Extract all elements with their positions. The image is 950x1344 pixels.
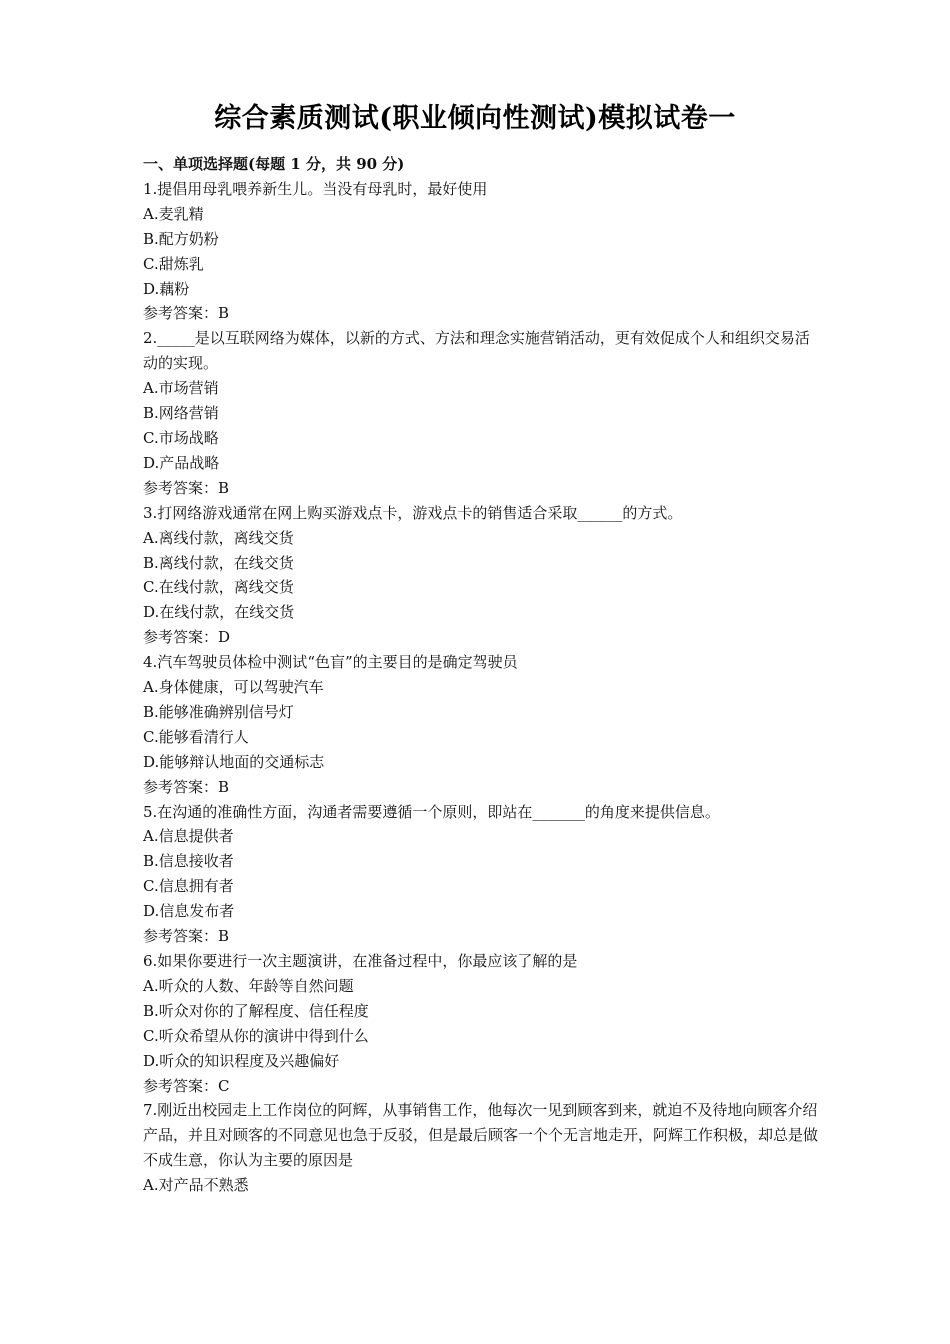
answer-option: C.能够看清行人	[143, 727, 249, 746]
answer-option: D.听众的知识程度及兴趣偏好	[143, 1051, 340, 1070]
reference-answer: 参考答案：B	[143, 304, 230, 323]
answer-option: A.麦乳精	[143, 204, 204, 223]
question-block	[143, 177, 823, 326]
answer-option: C.听众希望从你的演讲中得到什么	[143, 1026, 369, 1045]
answer-option: C.信息拥有者	[143, 877, 234, 896]
answer-option: B.听众对你的了解程度、信任程度	[143, 1001, 369, 1020]
question-block	[143, 326, 823, 500]
answer-option: C.市场战略	[143, 428, 219, 447]
answer-option: D.能够辩认地面的交通标志	[143, 752, 325, 771]
answer-option: D.信息发布者	[143, 902, 235, 921]
answer-option: B.网络营销	[143, 404, 219, 423]
question-stem: 4.汽车驾驶员体检中测试“色盲”的主要目的是确定驾驶员	[143, 653, 518, 672]
reference-answer: 参考答案：C	[143, 1076, 230, 1095]
question-stem: 3.打网络游戏通常在网上购买游戏点卡，游戏点卡的销售适合采取______的方式。	[143, 503, 683, 522]
question-stem: 2._____是以互联网络为媒体，以新的方式、方法和理念实施营销活动，更有效促成个人和组织交易活动的实现。	[143, 329, 810, 373]
answer-option: A.市场营销	[143, 379, 219, 398]
answer-option: C.甜炼乳	[143, 254, 204, 273]
answer-option: B.信息接收者	[143, 852, 234, 871]
reference-answer: 参考答案：B	[143, 478, 230, 497]
section-heading: 一、单项选择题(每题 1 分，共 90 分)	[143, 155, 405, 173]
question-stem: 1.提倡用母乳喂养新生儿。当没有母乳时，最好使用	[143, 179, 488, 198]
question-stem: 7.刚近出校园走上工作岗位的阿辉，从事销售工作，他每次一见到顾客到来，就迫不及待地向顾客介绍产品，并且对顾客的不同意见也急于反驳，但是最后顾客一个个无言地走开，阿辉工作积极，却总是做不成生意，你认为主要的原因是	[143, 1101, 819, 1170]
answer-option: C.在线付款，离线交货	[143, 578, 294, 597]
answer-option: A.对产品不熟悉	[143, 1176, 249, 1195]
answer-option: A.离线付款，离线交货	[143, 528, 294, 547]
reference-answer: 参考答案：B	[143, 777, 230, 796]
page-title: 综合素质测试(职业倾向性测试)模拟试卷一	[214, 103, 736, 134]
question-stem: 5.在沟通的准确性方面，沟通者需要遵循一个原则，即站在_______的角度来提供信息。	[143, 802, 720, 821]
question-block	[143, 949, 823, 1098]
answer-option: D.在线付款，在线交货	[143, 603, 295, 622]
reference-answer: 参考答案：D	[143, 628, 231, 647]
question-block	[143, 501, 823, 650]
answer-option: B.离线付款，在线交货	[143, 553, 294, 572]
question-stem: 6.如果你要进行一次主题演讲，在准备过程中，你最应该了解的是	[143, 952, 578, 970]
answer-option: B.配方奶粉	[143, 229, 219, 248]
reference-answer: 参考答案：B	[143, 927, 230, 946]
answer-option: D.产品战略	[143, 453, 220, 472]
answer-option: A.身体健康，可以驾驶汽车	[143, 678, 324, 697]
answer-option: A.听众的人数、年龄等自然问题	[143, 976, 354, 995]
question-block	[143, 1098, 823, 1198]
answer-option: A.信息提供者	[143, 827, 234, 846]
answer-option: D.藕粉	[143, 279, 190, 298]
exam-content	[143, 152, 823, 1198]
answer-option: B.能够准确辨别信号灯	[143, 702, 294, 721]
question-block	[143, 650, 823, 799]
question-list	[143, 177, 823, 1198]
question-block	[143, 800, 823, 949]
